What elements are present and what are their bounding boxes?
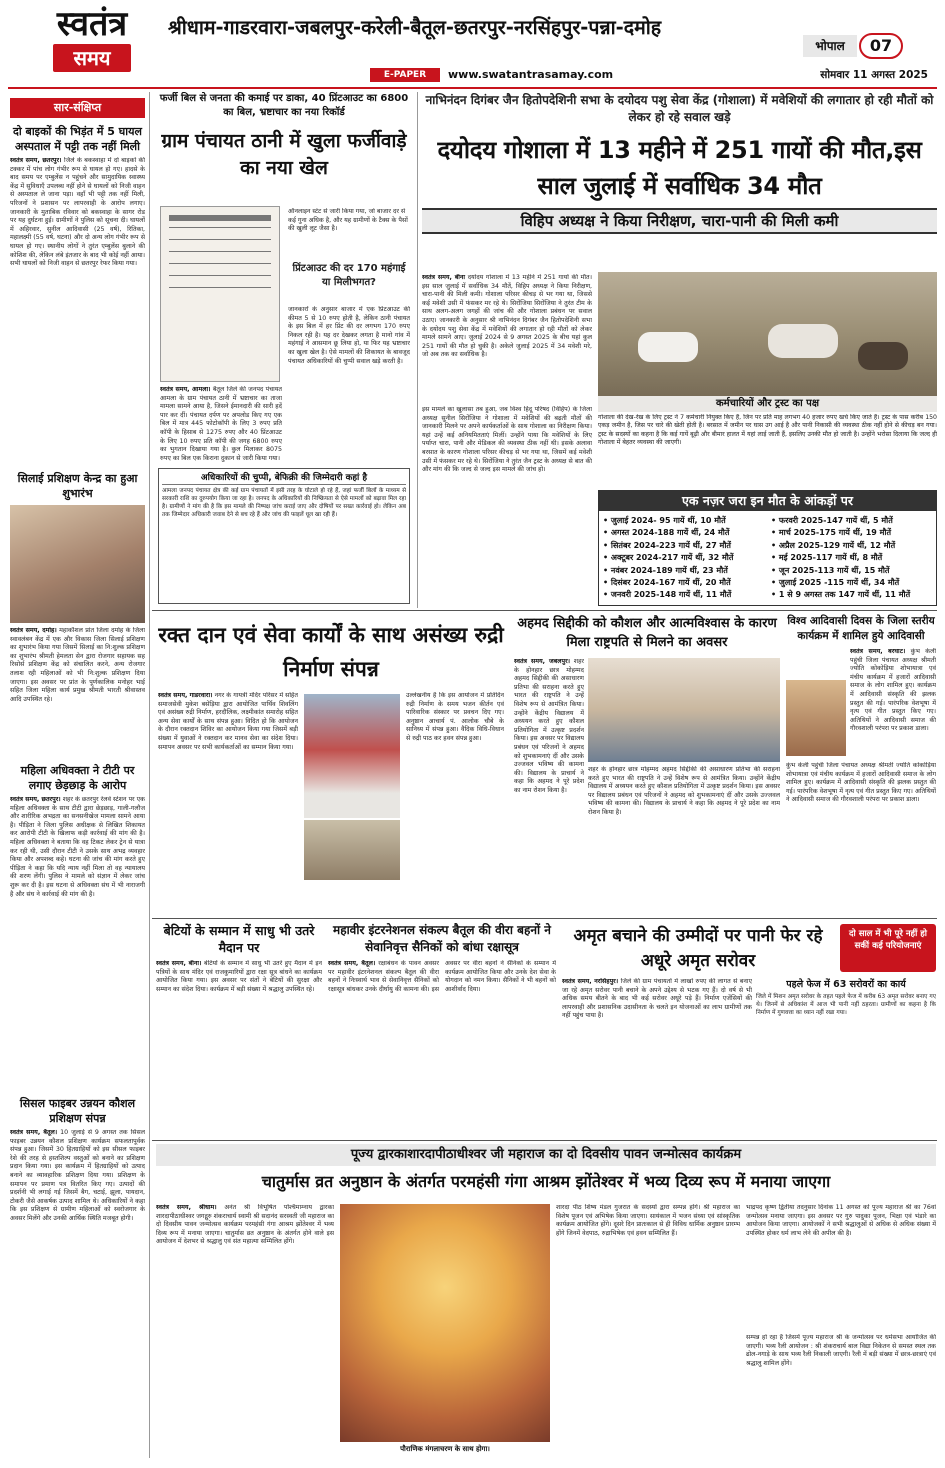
dwarka-headline: चातुर्मास व्रत अनुष्ठान के अंतर्गत परमहंसी गंगा आश्रम झोंतेश्वर में भव्य दिव्य रूप में मनाया जाएगा — [261, 1172, 831, 1191]
blood-headline: रक्त दान एवं सेवा कार्यों के साथ असंख्य रुद्री निर्माण संपन्न — [158, 623, 504, 681]
story1-text: जिले के बकस्वाहा में दो बाइकों की टक्कर में पांच लोग गंभीर रूप से घायल हो गए। हादसे के बाद समय पर एम्बुलेंस न पहुंचने और सामुदायिक स्वास्थ्य केंद्र में सुविधाएँ उपलब्ध नहीं होने से घायलों को निजी वाहन से अस्पताल ले जाना पड़ा। वहाँ भी पट्टी तक नहीं मिली, परिजनों ने प्रशासन पर लापरवाही के आरोप लगाए। जानकारी के मुताबिक रविवार को बकस्वाहा के सागर रोड पर यह दुर्घटना हुई। ग्रामीणों ने पुलिस को सूचना दी। घायलों में अहिरवार, सुनील आदिवासी (25 वर्ष), रितिका, महालक्ष्मी (55 वर्ष, घटना) और दो अन्य लोग गंभीर रूप से घायल हो गए। स्थानीय लोगों ने तुरंत एम्बुलेंस बुलाने की कोशिश की, लेकिन लंबे इंतजार के बाद भी कोई नहीं आया। सभी घायलों को निजी वाहन से छतरपुर रेफर किया गया। — [10, 157, 145, 268]
bus-photo — [304, 694, 400, 818]
story3-body — [10, 796, 145, 1090]
rakhi-text: रक्षाबंधन के पावन अवसर पर महावीर इंटरनेशनल संकल्प बैतूल की वीरा बहनों ने निःस्वार्थ भाव से सेवानिवृत्त सैनिकों को रक्षासूत्र बांधकर उनके दीर्घायु की कामना की। इस अवसर पर वीरा बहनों ने सैनिकों के सम्मान में कार्यक्रम आयोजित किया और उनके देश सेवा के योगदान को नमन किया। सैनिकों ने भी बहनों को आशीर्वाद दिया। — [328, 960, 556, 993]
masthead-logo — [26, 4, 158, 86]
panchayat-side-text: ऑनलाइन स्टेट से जारी किया गया, जो बाजार दर से कई गुना अधिक है, और यह ग्रामीणों के टैक्स के पैसों की खुली लूट जैसा है। — [288, 208, 408, 233]
stat-item: • जुलाई 2025 -115 गायें थीं, 34 मौतें — [771, 578, 900, 588]
cows-photo — [598, 272, 937, 412]
adivasi-body-2: कुंभ केली पहुंची जिला पंचायत अध्यक्ष श्रीमती ज्योति कोकोड़िया शोभायात्रा एवं मंचीय कार्यक्रम में हजारों आदिवासी समाज के लोग शामिल हुए। कार्यक्रम में आदिवासी संस्कृति की झलक प्रस्तुत की गई। पारंपरिक वेशभूषा में नृत्य एवं गीत प्रस्तुत किए गए। अतिथियों ने आदिवासी समाज की गौरवशाली परंपरा पर प्रकाश डाला। — [786, 762, 936, 804]
epaper-badge: E-PAPER — [370, 68, 440, 82]
story2-headline: सिलाई प्रशिक्षण केन्द्र का हुआ शुभारंभ — [17, 472, 138, 500]
left-column — [10, 92, 145, 1460]
stat-item: • दिसंबर 2024-167 गायें थीं, 20 मौतें — [603, 578, 731, 588]
gaushala-headline: दयोदय गोशाला में 13 महीने में 251 गायों की मौत,इस साल जुलाई में सर्वाधिक 34 मौत — [437, 136, 922, 200]
rakhi-headline: महावीर इंटरनेशनल संकल्प बैतूल की वीरा बहनों ने सेवानिवृत्त सैनिकों को बांधा रक्षासूत्र — [333, 923, 551, 954]
story3-headline: महिला अधिवक्ता ने टीटी पर लगाए छेड़छाड़ के आरोप — [20, 764, 135, 792]
siddiqui-byline: स्वतंत्र समय, जबलपुर। — [514, 658, 571, 665]
siddiqui-text: शहर के होनहार छात्र मोहम्मद अहमद सिद्दीकी की असाधारण प्रतिभा की सराहना करते हुए भारत की राष्ट्रपति ने उन्हें विशेष रूप से आमंत्रित किया। उन्होंने केंद्रीय विद्यालय में अध्ययन करते हुए कौशल प्रतियोगिता में उत्कृष्ट प्रदर्शन किया। इस अवसर पर विद्यालय प्रबंधन एवं परिजनों ने अहमद को शुभकामनाएं दीं और उसके उज्जवल भविष्य की कामना की। विद्यालय के प्राचार्य ने कहा कि अहमद ने पूरे प्रदेश का नाम रोशन किया है। — [514, 658, 584, 794]
dwarka-body-a — [156, 1204, 334, 1460]
blood-body-b: उल्लेखनीय है कि इस आयोजन में प्रतिदिन रुद्री निर्माण के समय भजन कीर्तन एवं पारिवारिक संस्कार पर प्रवचन दिए गए। अनुष्ठान आचार्य पं. आलोक चौबे के सानिध्य में संपन्न हुआ। वैदिक विधि-विधान से रुद्री पाठ कर हवन संपन्न हुआ। — [406, 692, 504, 742]
stats-list-left — [603, 515, 768, 602]
panchayat-subhead: प्रिंटआउट की दर 170 महंगाई या मिलीभगत? — [292, 263, 406, 288]
story4-byline: स्वतंत्र समय, बैतूल। — [10, 1129, 58, 1136]
story3-text: शहर के छतरपुर रेलवे स्टेशन पर एक महिला अधिवक्ता के साथ टीटी द्वारा छेड़छाड़, गाली-गलौज और शारीरिक अभद्रता का सनसनीखेज मामला सामने आया है। पीड़िता ने जिला पुलिस अधीक्षक से लिखित शिकायत कर आरोपी टीटी के खिलाफ कड़ी कार्रवाई की मांग की है। महिला अधिवक्ता ने बताया कि वह टिकट लेकर ट्रेन से यात्रा कर रही थी, उसी दौरान टीटी ने उसके साथ अभद्र व्यवहार किया और अपशब्द कहे। घटना की जांच की मांग करते हुए पीड़िता ने कहा कि यदि न्याय नहीं मिला तो वह न्यायालय की शरण लेंगी। पुलिस ने मामले को संज्ञान में लेकर जांच शुरू कर दी है। इस घटना से अधिवक्ता संघ में भी नाराजगी है और संघ ने कार्रवाई की मांग की है। — [10, 796, 145, 898]
city-label: भोपाल — [803, 35, 857, 57]
stat-item: • 1 से 9 अगस्त तक 147 गायें थीं, 11 मौतें — [771, 590, 911, 600]
rakhi-story — [328, 922, 556, 1138]
adivasi-body — [850, 648, 936, 758]
row1-divider — [152, 610, 937, 611]
left-divider — [149, 92, 150, 1458]
story1-byline: स्वतंत्र समय, छतरपुर। — [10, 157, 62, 164]
phase-headline: पहले फेज में 63 सरोवरों का कार्य — [786, 979, 906, 990]
amrut-text: जिले की ग्राम पंचायतों में लाखों रुपए की लागत से बनाए जा रहे अमृत सरोवर पानी बचाने के अपने उद्देश्य से भटक गए हैं। दो वर्ष से भी अधिक समय बीतने के बाद भी कई सरोवर अधूरे पड़े हैं। निर्माण एजेंसियों की लापरवाही और प्रशासनिक उदासीनता के चलते इन योजनाओं का लाभ ग्रामीणों तक नहीं पहुंच पाया है। — [562, 978, 752, 1020]
blood-byline: स्वतंत्र समय, गाडरवारा। — [158, 692, 213, 699]
stats-headline: एक नज़र जरा इन मौत के आंकड़ों पर — [599, 491, 936, 511]
stat-item: • जून 2025-113 गायें थीं, 15 मौतें — [771, 565, 890, 575]
blood-body-a — [158, 692, 298, 912]
box-headline: अधिकारियों की चुप्पी, बेफिक्री की जिम्मेदारी कहां है — [162, 472, 406, 485]
siddiqui-story — [514, 614, 780, 914]
masthead-cities: श्रीधाम-गाडरवारा-जबलपुर-करेली-बैतूल-छतरपुर-नरसिंहपुर-पन्ना-दमोह — [168, 16, 662, 39]
gaushala-story — [422, 92, 937, 608]
adivasi-photo — [786, 680, 846, 756]
blood-body-a-text: नगर के गायत्री मंदिर परिसर में सहित समाजसेवी मुकेश बसेड़िया द्वारा आयोजित पार्थिव शिवलिंग एवं असंख्य रुद्री निर्माण, हरदौलिक, लक्ष्मीकांत समारोह सहित अन्य सेवा कार्यों के साथ संपन्न हुआ। विदित हो कि आयोजन के दौरान रक्तदान शिविर का आयोजन किया गया जिसमें बड़ी संख्या में युवाओं ने रक्तदान कर मानव सेवा का संदेश दिया। समापन अवसर पर सभी कार्यकर्ताओं का सम्मान किया गया। — [158, 692, 298, 751]
logo-bottom: समय — [53, 44, 131, 72]
rakhi-body — [328, 960, 556, 1120]
amrut-body — [562, 978, 752, 1136]
stat-item: • अक्टूबर 2024-217 गायें थीं, 32 मौतें — [603, 553, 734, 563]
section-label: सार-संक्षिप्त — [10, 98, 145, 118]
story4-headline: सिसल फाइबर उन्नयन कौशल प्रशिक्षण संपन्न — [19, 1097, 136, 1125]
issue-date: सोमवार 11 अगस्त 2025 — [820, 69, 928, 81]
adivasi-headline: विश्व आदिवासी दिवस के जिला स्तरीय कार्यक्रम में शामिल हुये आदिवासी — [787, 615, 935, 642]
president-photo — [588, 658, 780, 762]
siddiqui-body-2: शहर के होनहार छात्र मोहम्मद अहमद सिद्दीकी की असाधारण प्रतिभा की सराहना करते हुए भारत की राष्ट्रपति ने उन्हें विशेष रूप से आमंत्रित किया। उन्होंने केंद्रीय विद्यालय में अध्ययन करते हुए कौशल प्रतियोगिता में उत्कृष्ट प्रदर्शन किया। इस अवसर पर विद्यालय प्रबंधन एवं परिजनों ने अहमद को शुभकामनाएं दीं और उसके उज्जवल भविष्य की कामना की। विद्यालय के प्राचार्य ने कहा कि अहमद ने पूरे प्रदेश का नाम रोशन किया है। — [588, 766, 780, 816]
stat-item: • अगस्त 2024-188 गायें थीं, 24 मौतें — [603, 528, 730, 538]
dwarka-story — [156, 1144, 936, 1462]
stat-item: • नवंबर 2024-189 गायें थीं, 23 मौतें — [603, 565, 728, 575]
cows-caption: गोशाला की देख-रेख के लिए ट्रस्ट ने 7 कर्मचारी नियुक्त किए हैं, जिन पर प्रति माह लगभग 40 हजार रुपए खर्च किए जाते हैं। ट्रस्ट के पास करीब 150 एकड़ जमीन है, जिस पर चारे की खेती होती है। बरसात में जमीन पर घास उग आई है और पानी निकासी की व्यवस्था ठीक नहीं होने से कीचड़ बन गया। ट्रस्ट के सदस्यों का कहना है कि कई गायें बूढ़ी और बीमार हालत में यहां लाई जाती हैं, इसलिए उनकी मौत हो जाती है। उन्होंने भरोसा दिलाया कि जल्द ही गोशाला में बेहतर व्यवस्था की जाएगी। — [598, 414, 937, 447]
panchayat-body-a-text: बैतूल जिले की जनपद पंचायत आमला के ग्राम पंचायत ठानी में भ्रष्टाचार का ताजा मामला सामने आया है, जिसने ईमानदारी की सारी हदें पार कर दीं। पंचायत दर्पण पर अपलोड किए गए एक बिल में मात्र 445 फोटोकॉपी के लिए 3 रुपए प्रति कॉपी के हिसाब से 1275 रुपए और 40 प्रिंटआउट के लिए 10 रुपए प्रति कॉपी की जगह 6800 रुपए का भुगतान दिखाया गया है। कुल मिलाकर 8075 रुपए का बिल एक किराना दुकान से जारी किया गया। — [160, 386, 282, 462]
dwarka-band: पूज्य द्वारकाशारदापीठाधीश्वर जी महाराज का दो दिवसीय पावन जन्मोत्सव कार्यक्रम — [156, 1144, 936, 1166]
story2-byline: स्वतंत्र समय, दमोह। — [10, 627, 57, 634]
siddiqui-headline: अहमद सिद्दीकी को कौशल और आत्मविश्वास के कारण मिला राष्ट्रपति से मिलने का अवसर — [517, 616, 777, 650]
stat-item: • सितंबर 2024-223 गायें थीं, 27 मौतें — [603, 540, 731, 550]
panchayat-story — [156, 92, 412, 608]
stat-item: • जनवरी 2025-148 गायें थीं, 11 मौतें — [603, 590, 732, 600]
phase-box — [756, 978, 936, 1136]
stat-item: • जुलाई 2024- 95 गायें थीं, 10 मौतें — [603, 516, 726, 525]
amrut-story — [562, 922, 936, 1138]
panchayat-deck: फर्जी बिल से जनता की कमाई पर डाका, 40 प्रिंटआउट का 6800 का बिल, भ्रष्टाचार का नया रिकॉर्ड — [159, 93, 409, 118]
story1-body — [10, 157, 145, 465]
dwarka-body-d: सम्पन्न हो रहा है जिसमें पूज्य महाराज श्री के जन्मोत्सव पर धर्मसभा आयोजित की जाएगी। भव्य रैली आयोजन : श्री शंकराचार्य बाल विद्या निकेतन से समस्त स्थल तक ढोल-नगाड़े के साथ भव्य रैली निकाली जाएगी। रैली में बड़ी संख्या में छात्र-छात्राएं एवं श्रद्धालु शामिल होंगे। — [746, 1334, 936, 1367]
siddiqui-body — [514, 658, 584, 912]
sadhu-body — [156, 960, 322, 1136]
stat-item: • मई 2025-117 गायें थीं, 8 मौतें — [771, 553, 883, 563]
sadhu-headline: बेटियों के सम्मान में साधु भी उतरे मैदान पर — [163, 923, 315, 955]
stat-item: • अप्रैल 2025-129 गायें थीं, 12 मौतें — [771, 540, 896, 550]
gaushala-byline: स्वतंत्र समय, बीना — [422, 274, 466, 281]
photo-caption: पौराणिक मंगलाचरण के साथ होगा। — [400, 1445, 490, 1453]
page-number: 07 — [859, 33, 903, 59]
story3-byline: स्वतंत्र समय, छतरपुर। — [10, 796, 61, 803]
adivasi-byline: स्वतंत्र समय, बरघाट। — [850, 648, 906, 655]
sadhu-story — [156, 922, 322, 1138]
dwarka-byline: स्वतंत्र समय, श्रीधाम। — [156, 1204, 217, 1211]
sadhu-text: बेटियों के सम्मान में साधु भी उतरे हुए मैदान में इन पत्रियों के साथ मंदिर एवं राजकुमारियों द्वारा रक्षा सूत्र बांधने का कार्यक्रम आयोजित किया गया। इस अवसर पर संतों ने बेटियों की सुरक्षा और सम्मान का संदेश दिया। कार्यक्रम में बड़ी संख्या में श्रद्धालु उपस्थित रहे। — [156, 960, 322, 993]
gaushala-body-a-text: दयोदय गोशाला में 13 महीने में 251 गायों की मौत। इस साल जुलाई में सर्वाधिक 34 मौतें, विहिप अध्यक्ष ने किया निरीक्षण, चारा-पानी की मिली कमी। गोशाला परिसर कीचड़ से भर गया था, जिससे कई मवेशी उसी में फंसकर मर रहे थे। सिरोंजिया सिरोंजिया ने तुरंत टीम के साथ अलग-अलग जगहों की जांच की और गोशाला प्रबंधन पर सवाल उठाए। जानकारी के अनुसार श्री नाभिनंदन दिगंबर जैन हितोपदेशिनी सभा के दयोदय पशु सेवा केंद्र में मवेशियों की लगातार हो रही मौतों को लेकर मामले सामने आए। जुलाई 2024 से 9 अगस्त 2025 के बीच यहां कुल 251 गायों की मौत हो चुकी है। अकेले जुलाई 2025 में 34 मवेशी मरे, जो अब तक का सर्वाधिक है। — [422, 274, 592, 359]
amrut-headline: अमृत बचाने की उम्मीदों पर पानी फेर रहे अधूरे अमृत सरोवर — [573, 926, 823, 971]
logo-top: स्वतंत्र — [56, 4, 128, 44]
masthead-divider — [8, 87, 937, 89]
blood-donation-story — [156, 614, 506, 914]
bill-photo — [160, 206, 280, 382]
row2-divider — [152, 918, 937, 919]
dwarka-body-c: भाद्रपद कृष्ण द्वितीया तदनुसार दिनांक 11 अगस्त को पूज्य महाराज श्री का 76वां जन्मोत्सव मनाया जाएगा। इस अवसर पर गुरु पादुका पूजन, भिक्षा एवं भंडारे का आयोजन किया जाएगा। आयोजकों ने सभी श्रद्धालुओं से अधिक से अधिक संख्या में उपस्थित होकर धर्म लाभ लेने की अपील की है। — [746, 1204, 936, 1237]
adivasi-text: कुंभ केली पहुंची जिला पंचायत अध्यक्ष श्रीमती ज्योति कोकोड़िया शोभायात्रा एवं मंचीय कार्यक्रम में हजारों आदिवासी समाज के लोग शामिल हुए। कार्यक्रम में आदिवासी संस्कृति की झलक प्रस्तुत की गई। पारंपरिक वेशभूषा में नृत्य एवं गीत प्रस्तुत किए गए। अतिथियों ने आदिवासी समाज की गौरवशाली परंपरा पर प्रकाश डाला। — [850, 648, 936, 733]
gaushala-band: विहिप अध्यक्ष ने किया निरीक्षण, चारा-पानी की मिली कमी — [422, 208, 937, 234]
story4-text: 10 जुलाई से 9 अगस्त तक सिसल फाइबर उन्नयन कौशल प्रशिक्षण कार्यक्रम सफलतापूर्वक संपन्न हुआ। जिसमें 30 हितग्राहियों को इस सीसल फाइबर रेशे की तरह से हस्तशिल्प वस्तुओं को बनाने का प्रशिक्षण प्रदान किया गया। इस कार्यक्रम में हितग्राहियों को उत्पाद बनाने का व्यावहारिक प्रशिक्षण दिया गया। प्रशिक्षण के समापन पर प्रमाण पत्र वितरित किए गए। उत्पादों की प्रदर्शनी भी लगाई गई जिसमें बैग, चटाई, झूला, पायदान, टोकरी जैसे आकर्षक उत्पाद शामिल थे। अधिकारियों ने कहा कि इस प्रशिक्षण से ग्रामीण महिलाओं को स्वरोजगार के अवसर मिलेंगे और उनकी आर्थिक स्थिति मजबूत होगी। — [10, 1129, 145, 1222]
stats-box — [598, 490, 937, 606]
phase-body: जिले में मिशन अमृत सरोवर के तहत पहले फेज में करीब 63 अमृत सरोवर बनाए गए थे। जिनमें से अधिकांश में आज भी पानी नहीं ठहरता। ग्रामीणों का कहना है कि निर्माण में गुणवत्ता का ध्यान नहीं रखा गया। — [756, 994, 936, 1016]
accountability-box — [158, 468, 410, 604]
panchayat-body-b: जानकारों के अनुसार बाजार में एक प्रिंटआउट की कीमत 5 से 10 रुपए होती है, लेकिन ठानी पंचायत के इस बिल में हर प्रिंट की दर लगभग 170 रुपए निकल रही है। यह दर देखकर लगता है मानो गांव में महंगाई ने आसमान छू लिया हो, या फिर यह भ्रष्टाचार का खुला खेल है। ऐसे मामलों की शिकायत के बावजूद पंचायत अधिकारियों की चुप्पी सवाल खड़े करती है। — [288, 306, 410, 365]
panchayat-byline: स्वतंत्र समय, आमला। — [160, 386, 211, 393]
website-link[interactable]: www.swatantrasamay.com — [448, 68, 614, 81]
caption-band: कर्मचारियों और ट्रस्ट का पक्ष — [598, 396, 937, 412]
stat-item: • मार्च 2025-175 गायें थीं, 19 मौतें — [771, 528, 892, 538]
amrut-byline: स्वतंत्र समय, नरसिंहपुर। — [562, 978, 619, 985]
gaushala-body-a — [422, 274, 592, 404]
masthead — [0, 0, 945, 88]
story4-body — [10, 1129, 145, 1409]
story2-photo — [10, 505, 145, 623]
story2-body — [10, 627, 145, 755]
adivasi-story — [786, 614, 936, 914]
sadhu-byline: स्वतंत्र समय, बीना। — [156, 960, 202, 967]
panchayat-headline: ग्राम पंचायत ठानी में खुला फर्जीवाड़े का नया खेल — [161, 130, 407, 179]
stat-item: • फरवरी 2025-147 गायें थीं, 5 मौतें — [771, 516, 893, 525]
box-body: आमला जनपद पंचायत क्षेत्र की कई ग्राम पंचायतों में इसी तरह के घोटाले हो रहे हैं, जहां फर्जी बिलों के माध्यम से सरकारी राशि का दुरुपयोग किया जा रहा है। जनपद के अधिकारियों की निष्क्रियता से ऐसे मामलों को बढ़ावा मिल रहा है। ग्रामीणों ने मांग की है कि इस मामले की निष्पक्ष जांच कराई जाए और दोषियों पर सख्त कार्रवाई हो। लेकिन अब तक जिम्मेदार अधिकारी जवाब देने से बच रहे हैं और जांच की फाइलें धूल खा रही हैं। — [162, 488, 406, 518]
volunteers-photo — [304, 820, 400, 880]
stats-list-right — [771, 515, 936, 602]
gaushala-body-b: इस मामले का खुलासा तब हुआ, जब विश्व हिंदू परिषद (विहिप) के जिला अध्यक्ष सुनील सिरोंजिया ने गोशाला में मवेशियों की बढ़ती मौतों की जानकारी मिलने पर अपने कार्यकर्ताओं के साथ गोशाला का निरीक्षण किया। यहां उन्हें कई अनियमितताएं मिलीं। उन्होंने पाया कि मवेशियों के लिए पर्याप्त चारा, पानी और मेडिकल की व्यवस्था ठीक नहीं थी। इसके अलावा बरसात के कारण गोशाला परिसर कीचड़ से भर गया था, जिसमें कई मवेशी उसी में फंसकर मर रहे थे। सिरोंजिया ने तुरंत जैन ट्रस्ट के अध्यक्ष से बात की और मांग की कि जल्द से जल्द इस मामले की जांच हो। — [422, 406, 592, 474]
row3-divider — [152, 1140, 937, 1141]
gaushala-deck: नाभिनंदन दिगंबर जैन हितोपदेशिनी सभा के दयोदय पशु सेवा केंद्र (गोशाला) में मवेशियों की लगातार हो रही मौतों को लेकर हो रहे सवाल खड़े — [425, 93, 934, 124]
story1-headline: दो बाइकों की भिड़ंत में 5 घायल अस्पताल में पट्टी तक नहीं मिली — [13, 125, 142, 153]
col2-divider — [417, 92, 418, 608]
rakhi-byline: स्वतंत्र समय, बैतूल। — [328, 960, 376, 967]
dwarka-body-b: शारदा पीठ शिष्य मंडल गुजरात के सदस्यों द्वारा सम्पन्न होंगे। श्री महाराज का विशेष पूजन एवं अभिषेक किया जाएगा। सायंकाल में भजन संध्या एवं सांस्कृतिक कार्यक्रम आयोजित होंगे। दूसरे दिन प्रातःकाल से ही विविध धार्मिक अनुष्ठान प्रारम्भ होंगे जिनमें वेदपाठ, रुद्राभिषेक एवं हवन सम्मिलित हैं। — [556, 1204, 740, 1237]
story2-text: महाकौशल प्रांत जिला दमोह के जिला स्वावलंबन केंद्र में एक और विकास जिला सिलाई प्रशिक्षण का शुभारंभ किया गया जिसमें सिलाई का नि:शुल्क प्रशिक्षण का शुभारंभ श्रीमती हेमलता सेन द्वारा रोजगार सहायक सह रिसोर्स प्रशिक्षण केंद्र को संचालित करने, अन्य रोजगार तलाश रही महिलाओं को भी नि:शुल्क प्रशिक्षण दिया जाएगा। इस अवसर पर प्रांत के पूर्णकालिक मनोहर भाई सहित जिला महिला कार्य प्रमुख श्रीमती भारती श्रीवास्तव आदि उपस्थित रहे। — [10, 627, 145, 703]
dwarka-body-a-text: अनंत श्री विभूषित पश्चिमाम्नाय द्वारका शारदापीठाधीश्वर जगद्गुरु शंकराचार्य स्वामी श्री सदानंद सरस्वती जी महाराज का दो दिवसीय पावन जन्मोत्सव कार्यक्रम परमहंसी गंगा आश्रम झोंतेश्वर में भव्य दिव्य रूप में मनाया जाएगा। चातुर्मास व्रत अनुष्ठान के अंतर्गत होने वाले इस आयोजन में देशभर से श्रद्धालु एवं संत महात्मा सम्मिलित होंगे। — [156, 1204, 334, 1246]
shankaracharya-photo — [340, 1204, 550, 1442]
amrut-badge: दो साल में भी पूरे नहीं हो सकीं कई परियोजनाएं — [840, 924, 936, 972]
